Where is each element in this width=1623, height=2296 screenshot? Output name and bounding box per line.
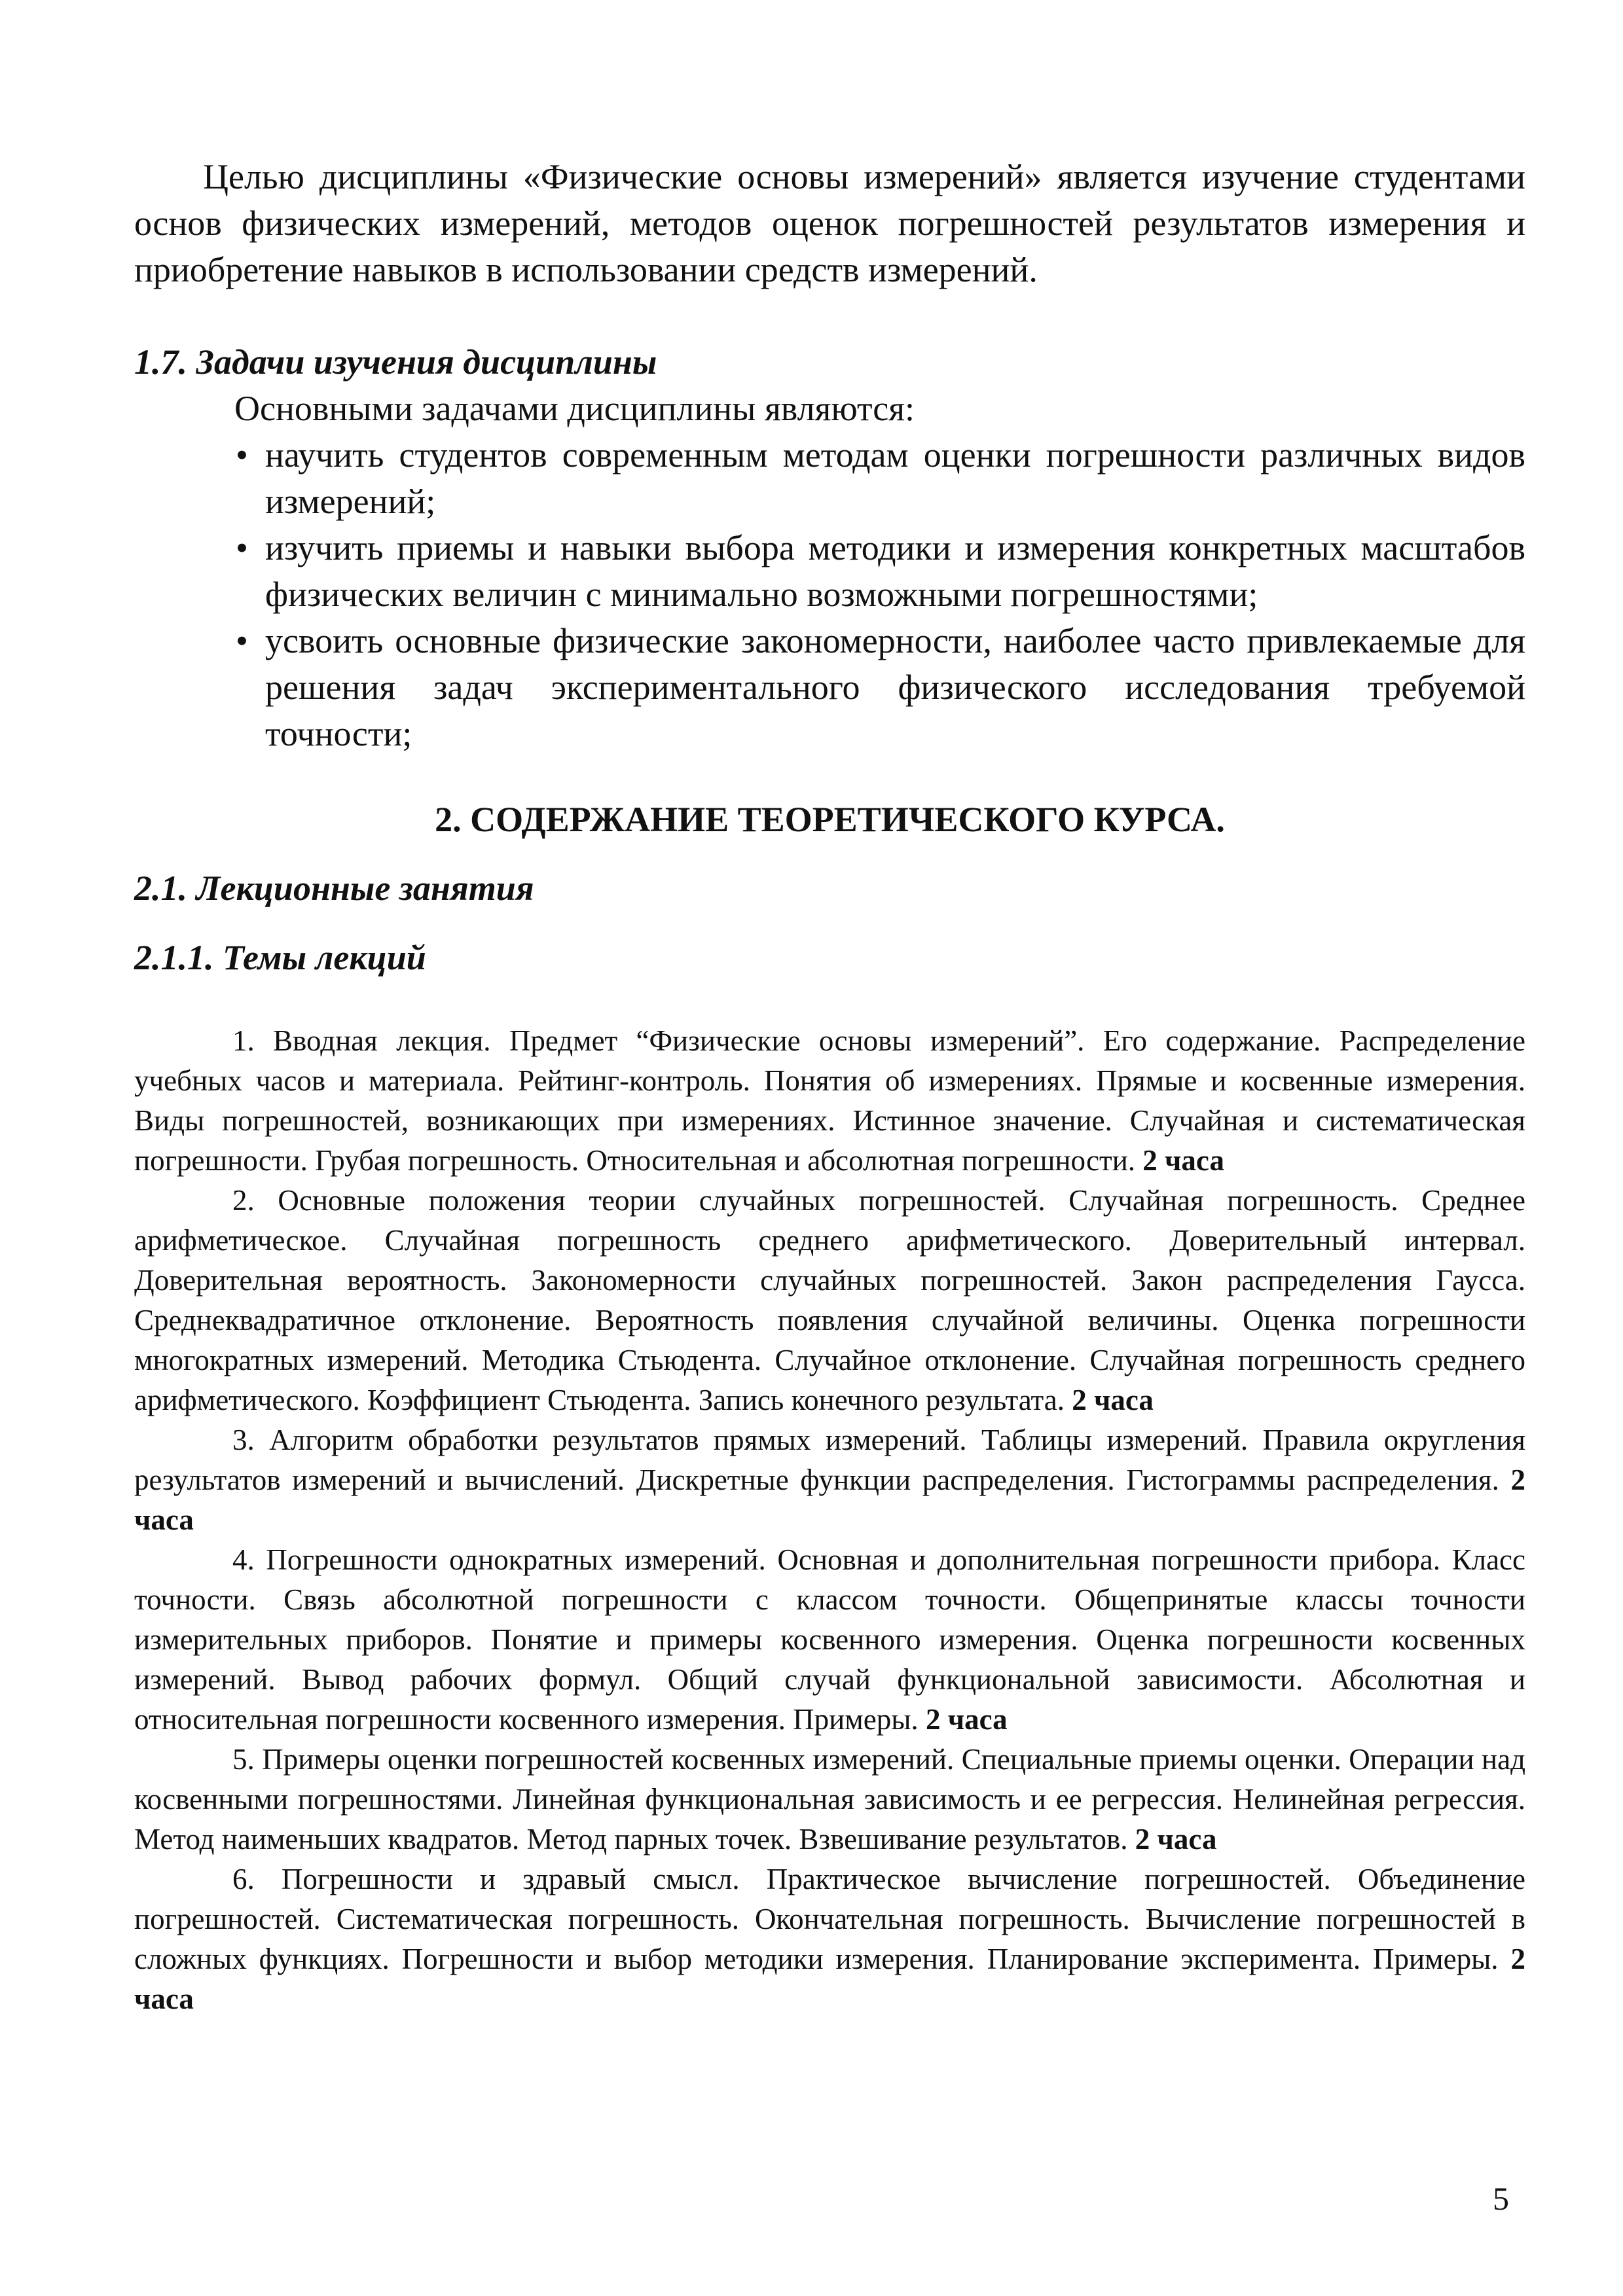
tasks-list <box>134 432 1525 757</box>
lecture-hours: 2 часа <box>1142 1144 1224 1177</box>
list-item <box>134 618 1525 757</box>
chapter-title: 2. СОДЕРЖАНИЕ ТЕОРЕТИЧЕСКОГО КУРСА. <box>435 800 1225 839</box>
lectures-list <box>134 1021 1525 2019</box>
lecture-hours: 2 часа <box>1135 1823 1217 1856</box>
section-1-7-lead: Основными задачами дисциплины являются: <box>234 389 915 428</box>
lecture-hours: 2 часа <box>925 1703 1008 1736</box>
lecture-text: 4. Погрешности однократных измерений. Основная и дополнительная погрешности прибора. Класс точности. Связь абсолютной погрешности с классом точности. Общепринятые классы точности измерительных приборов. Понятие и примеры косвенного измерения. Оценка погрешности косвенных измерений. Вывод рабочих формул. Общий случай функциональной зависимости. Абсолютная и относительная погрешности косвенного измерения. Примеры. <box>134 1543 1525 1736</box>
section-2-1-block <box>134 865 1525 912</box>
lecture-item <box>134 1021 1525 1181</box>
list-item-text: усвоить основные физические закономерности, наиболее часто привлекаемые для решения задач экспериментального физического исследования требуемой точности; <box>265 621 1525 753</box>
section-1-7-heading: 1.7. Задачи изучения дисциплины <box>134 342 657 382</box>
intro-block <box>134 154 1525 293</box>
lecture-text: 2. Основные положения теории случайных погрешностей. Случайная погрешность. Среднее арифметическое. Случайная погрешность среднего арифметического. Доверительный интервал. Доверительная вероятность. Закономерности случайных погрешностей. Закон распределения Гаусса. Среднеквадратичное отклонение. Вероятность появления случайной величины. Оценка погрешности многократных измерений. Методика Стьюдента. Случайное отклонение. Случайная погрешность среднего арифметического. Коэффициент Стьюдента. Запись конечного результата. <box>134 1184 1525 1416</box>
lecture-item <box>134 1740 1525 1859</box>
section-2-1-heading: 2.1. Лекционные занятия <box>134 869 534 908</box>
lecture-item <box>134 1181 1525 1420</box>
lecture-hours: 2 часа <box>134 1943 1525 2015</box>
list-item-text: научить студентов современным методам оценки погрешности различных видов измерений; <box>265 435 1525 521</box>
section-2-1-1-heading: 2.1.1. Темы лекций <box>134 938 426 977</box>
bullet-icon: • <box>236 621 248 660</box>
lecture-hours: 2 часа <box>1072 1384 1154 1416</box>
page-number: 5 <box>1493 2180 1509 2217</box>
chapter-2-block <box>134 797 1525 843</box>
lecture-item <box>134 1420 1525 1540</box>
lecture-hours: 2 часа <box>134 1463 1525 1536</box>
list-item-text: изучить приемы и навыки выбора методики и измерения конкретных масштабов физических величин с минимально возможными погрешностями; <box>265 528 1525 614</box>
section-2-1-1-block <box>134 935 1525 981</box>
lecture-text: 3. Алгоритм обработки результатов прямых измерений. Таблицы измерений. Правила округления результатов измерений и вычислений. Дискретные функции распределения. Гистограммы распределения. <box>134 1424 1525 1496</box>
lecture-item <box>134 1540 1525 1740</box>
intro-paragraph: Целью дисциплины «Физические основы измерений» является изучение студентами основ физических измерений, методов оценок погрешностей результатов измерения и приобретение навыков в использовании средств измерений. <box>134 157 1525 289</box>
bullet-icon: • <box>236 435 248 475</box>
list-item <box>134 525 1525 618</box>
lecture-text: 5. Примеры оценки погрешностей косвенных измерений. Специальные приемы оценки. Операции над косвенными погрешностями. Линейная функциональная зависимость и ее регрессия. Нелинейная регрессия. Метод наименьших квадратов. Метод парных точек. Взвешивание результатов. <box>134 1743 1525 1856</box>
list-item <box>134 432 1525 525</box>
lecture-text: 6. Погрешности и здравый смысл. Практическое вычисление погрешностей. Объединение погрешностей. Систематическая погрешность. Окончательная погрешность. Вычисление погрешностей в сложных функциях. Погрешности и выбор методики измерения. Планирование эксперимента. Примеры. <box>134 1863 1525 1975</box>
section-1-7 <box>134 339 1525 757</box>
lecture-item <box>134 1859 1525 2019</box>
lecture-text: 1. Вводная лекция. Предмет “Физические основы измерений”. Его содержание. Распределение учебных часов и материала. Рейтинг-контроль. Понятия об измерениях. Прямые и косвенные измерения. Виды погрешностей, возникающих при измерениях. Истинное значение. Случайная и систематическая погрешности. Грубая погрешность. Относительная и абсолютная погрешности. <box>134 1024 1525 1177</box>
bullet-icon: • <box>236 528 248 567</box>
